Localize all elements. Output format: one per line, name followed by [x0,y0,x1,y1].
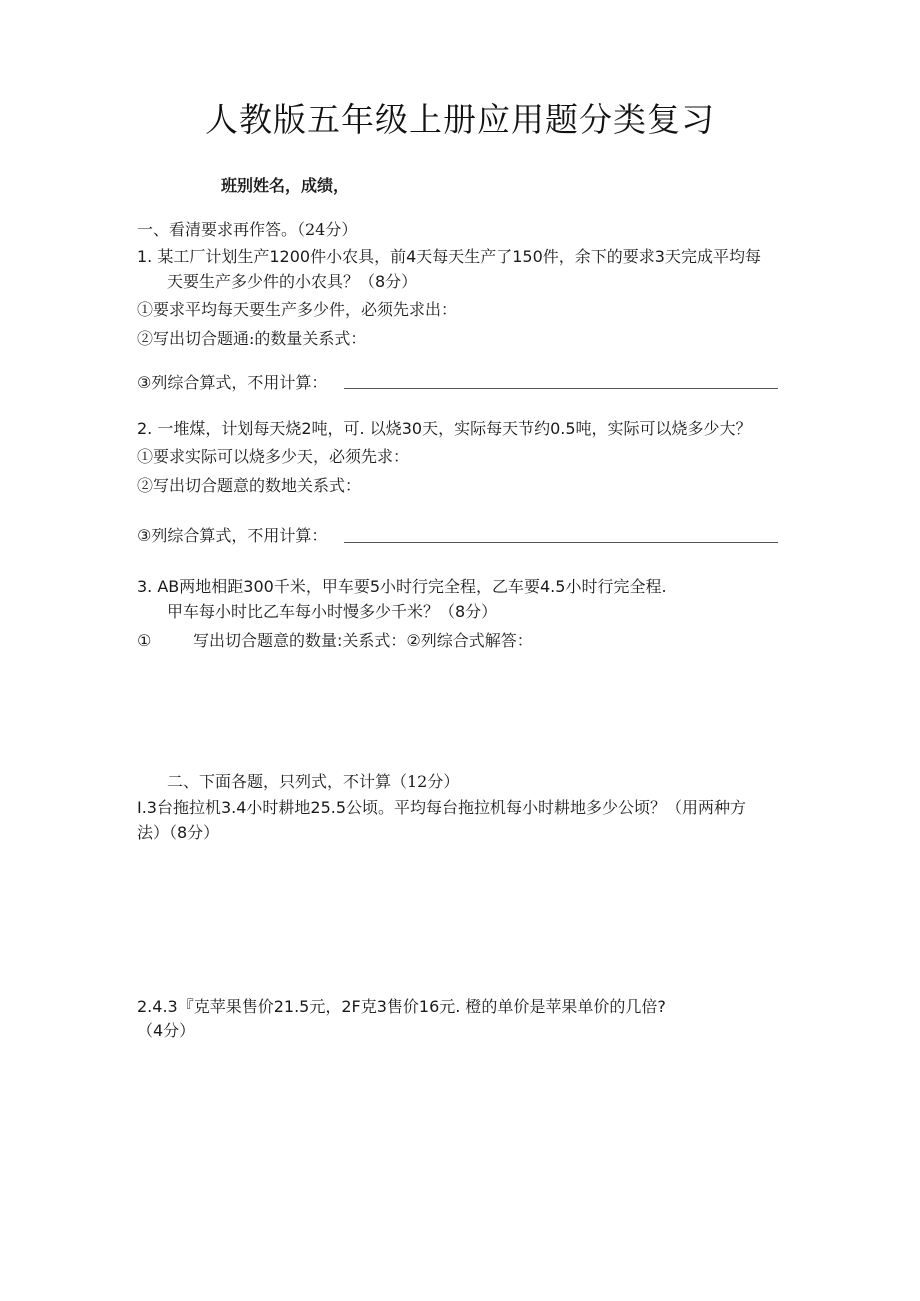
section1-heading: 一、看清要求再作答。（24分） [137,220,358,239]
section2-heading: 二、下面各题，只列式，不计算（12分） [167,772,460,791]
q3-text-line1: 3. AB两地相距300千米，甲车要5小时行完全程，乙车要4.5小时行完全程. [137,577,667,596]
q2-answer-line[interactable] [344,542,778,543]
q2-step1: ①要求实际可以烧多少天，必须先求： [137,447,410,466]
s2-q2-line2: （4分） [137,1021,196,1040]
q1-text-line1: 1. 某工厂计划生产1200件小农具，前4天每天生产了150件，余下的要求3天完成平均每 [137,247,761,266]
q1-step3: ③列综合算式，不用计算： [137,373,328,392]
q1-step1: ①要求平均每天要生产多少件，必须先求出： [137,300,458,319]
student-info-line: 班别姓名，成绩， [221,176,350,195]
q3-text-line2: 甲车每小时比乙车每小时慢多少千米？（8分） [167,602,498,621]
s2-q1-line2: 法）（8分） [137,823,220,842]
s2-q2-line1: 2.4.3『克苹果售价21.5元，2F克3售价16元. 橙的单价是苹果单价的几倍? [137,997,666,1016]
q3-step-text: 写出切合题意的数量:关系式：②列综合式解答： [193,631,533,650]
q1-answer-line[interactable] [344,388,778,389]
q3-step-number: ① [137,631,152,650]
page-title: 人教版五年级上册应用题分类复习 [205,100,715,139]
q2-step2: ②写出切合题意的数地关系式： [137,476,362,495]
s2-q1-line1: I.3台拖拉机3.4小时耕地25.5公顷。平均每台拖拉机每小时耕地多少公顷？（用两种方 [137,798,747,817]
q2-text-line1: 2. 一堆煤，计划每天烧2吨，可. 以烧30天，实际每天节约0.5吨，实际可以烧多少大？ [137,419,752,438]
q1-text-line2: 天要生产多少件的小农具？（8分） [167,272,418,291]
q2-step3: ③列综合算式，不用计算： [137,526,328,545]
q1-step2: ②写出切合题通:的数量关系式： [137,329,367,348]
